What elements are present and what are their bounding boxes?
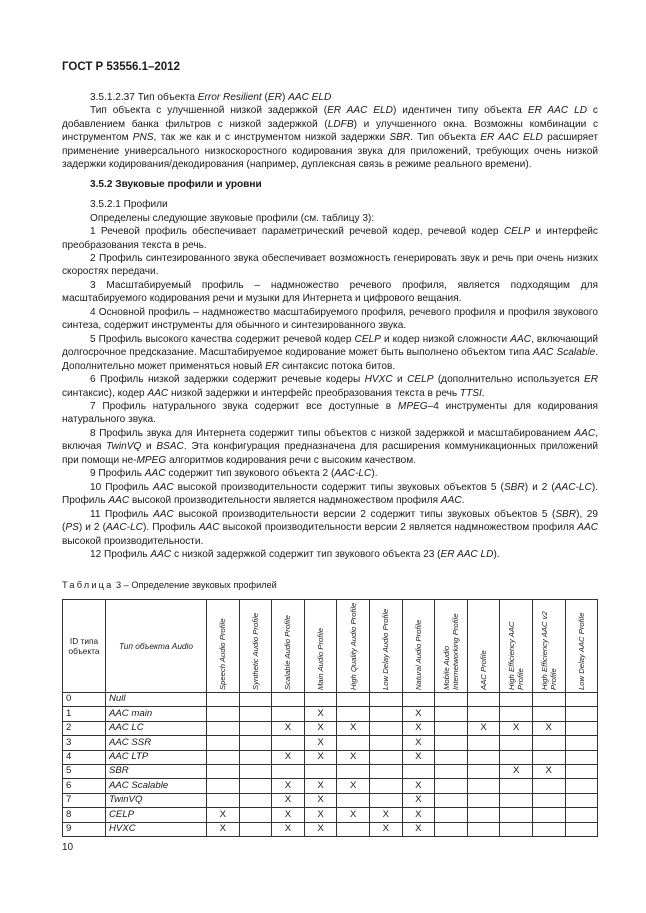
paragraph: 12 Профиль AAC с низкой задержкой содержит тип звукового объекта 23 (ER AAC LD).: [90, 548, 500, 560]
cell-profile-mark: X: [402, 822, 435, 836]
cell-object-id: 7: [63, 793, 106, 807]
cell-profile-mark: [369, 707, 402, 721]
table-row: [63, 764, 598, 778]
cell-profile-mark: [467, 793, 500, 807]
header-profile: [500, 600, 533, 693]
cell-profile-mark: X: [337, 808, 370, 822]
cell-profile-mark: [532, 793, 565, 807]
cell-object-type: AAC LC: [106, 721, 207, 735]
cell-profile-mark: [369, 779, 402, 793]
header-profile-label: Speech Audio Profile: [218, 618, 228, 690]
cell-profile-mark: X: [402, 750, 435, 764]
header-profile-label: Natural Audio Profile: [413, 619, 423, 690]
cell-profile-mark: X: [402, 707, 435, 721]
cell-profile-mark: [272, 707, 305, 721]
cell-profile-mark: [565, 793, 598, 807]
paragraph: 3.5.1.2.37 Тип объекта Error Resilient (ER) AAC ELD: [90, 92, 332, 103]
cell-profile-mark: X: [337, 779, 370, 793]
header-profile-label: Mobile Audio Internetworking Profile: [441, 613, 460, 690]
cell-profile-mark: [207, 693, 240, 707]
cell-profile-mark: [369, 721, 402, 735]
header-profile: [532, 600, 565, 693]
cell-profile-mark: [532, 750, 565, 764]
cell-profile-mark: [239, 808, 272, 822]
paragraph: 6 Профиль низкой задержки содержит речевые кодеры HVXC и CELP (дополнительно используется ER синтаксис), кодер AAC низкой задержки и интерфейс преобразования текста в речь TTSI.: [62, 374, 598, 399]
cell-profile-mark: X: [272, 808, 305, 822]
cell-profile-mark: X: [207, 808, 240, 822]
table-row: [63, 808, 598, 822]
table-row: [63, 707, 598, 721]
header-id: ID типа объекта: [63, 600, 106, 693]
cell-profile-mark: [435, 736, 468, 750]
header-profile: [337, 600, 370, 693]
cell-profile-mark: X: [337, 721, 370, 735]
cell-profile-mark: [369, 693, 402, 707]
cell-profile-mark: [369, 793, 402, 807]
cell-profile-mark: [435, 707, 468, 721]
cell-profile-mark: X: [304, 736, 337, 750]
cell-profile-mark: [467, 779, 500, 793]
cell-profile-mark: [435, 779, 468, 793]
cell-object-type: CELP: [106, 808, 207, 822]
cell-profile-mark: [272, 764, 305, 778]
paragraph: 11 Профиль AAC высокой производительности версии 2 содержит типы звуковых объектов 5 (SBR), 29 (PS) и 2 (AAC-LC). Профиль AAC высокой производительности версии 2 является надмножеством профиля AAC высокой производительности.: [62, 508, 598, 547]
section-heading: 3.5.2 Звуковые профили и уровни: [90, 178, 262, 190]
header-profile-label: Low Delay AAC Profile: [576, 612, 586, 690]
cell-profile-mark: X: [402, 793, 435, 807]
paragraph: 4 Основной профиль – надмножество масштабируемого профиля, речевого профиля и профиля звукового синтеза, содержит инструменты для обычного и синтезированного звука.: [62, 306, 598, 332]
cell-object-id: 2: [63, 721, 106, 735]
document-code: ГОСТ Р 53556.1–2012: [62, 61, 180, 73]
cell-profile-mark: [239, 721, 272, 735]
table-caption-label: Таблица: [62, 580, 114, 590]
header-profile: [304, 600, 337, 693]
cell-object-id: 4: [63, 750, 106, 764]
header-profile: [207, 600, 240, 693]
cell-profile-mark: [239, 736, 272, 750]
header-profile-label: Synthetic Audio Profile: [250, 612, 260, 690]
cell-profile-mark: [532, 822, 565, 836]
cell-profile-mark: X: [304, 707, 337, 721]
cell-profile-mark: X: [304, 779, 337, 793]
cell-profile-mark: [239, 693, 272, 707]
cell-profile-mark: [467, 693, 500, 707]
cell-profile-mark: [272, 693, 305, 707]
cell-profile-mark: [565, 736, 598, 750]
table-row: [63, 750, 598, 764]
cell-profile-mark: [467, 808, 500, 822]
table-row: [63, 822, 598, 836]
cell-profile-mark: X: [402, 779, 435, 793]
cell-profile-mark: [337, 793, 370, 807]
header-profile: [467, 600, 500, 693]
header-profile: [369, 600, 402, 693]
cell-profile-mark: [239, 707, 272, 721]
header-profile: [402, 600, 435, 693]
paragraph: 3 Масштабируемый профиль – надмножество речевого профиля, является подходящим для масштабируемого кодирования речи и музыки для Интернета и цифрового вещания.: [62, 279, 598, 305]
cell-profile-mark: [565, 693, 598, 707]
cell-profile-mark: [500, 736, 533, 750]
cell-profile-mark: [565, 808, 598, 822]
cell-profile-mark: X: [402, 808, 435, 822]
cell-profile-mark: [500, 793, 533, 807]
cell-profile-mark: [532, 693, 565, 707]
table-caption-text: 3 – Определение звуковых профилей: [116, 580, 277, 590]
table-row: [63, 693, 598, 707]
cell-profile-mark: [207, 736, 240, 750]
cell-profile-mark: [337, 736, 370, 750]
cell-profile-mark: [500, 808, 533, 822]
cell-profile-mark: X: [304, 750, 337, 764]
body-text: [62, 91, 598, 561]
cell-profile-mark: [467, 764, 500, 778]
cell-profile-mark: [532, 779, 565, 793]
paragraph: 3.5.2.1 Профили: [90, 199, 168, 211]
cell-profile-mark: X: [532, 721, 565, 735]
cell-profile-mark: [565, 721, 598, 735]
cell-profile-mark: X: [500, 764, 533, 778]
cell-profile-mark: X: [532, 764, 565, 778]
cell-profile-mark: X: [207, 822, 240, 836]
cell-profile-mark: [565, 822, 598, 836]
header-profile-label: High Quality Audio Profile: [348, 602, 358, 690]
profiles-table: [62, 599, 598, 837]
header-profile-label: Main Audio Profile: [316, 627, 326, 690]
cell-profile-mark: X: [272, 822, 305, 836]
table-caption: [62, 580, 277, 590]
cell-profile-mark: X: [304, 793, 337, 807]
cell-profile-mark: [532, 808, 565, 822]
cell-profile-mark: [207, 793, 240, 807]
cell-profile-mark: [435, 808, 468, 822]
paragraph: 1 Речевой профиль обеспечивает параметрический речевой кодер, речевой кодер CELP и интерфейс преобразования текста в речь.: [62, 226, 598, 251]
paragraph: 8 Профиль звука для Интернета содержит типы объектов с низкой задержкой и масштабированием AAC, включая TwinVQ и BSAC. Эта конфигурация предназначена для расширения коммуникационных приложений при помощи не-MPEG алгоритмов кодирования речи с высоким качеством.: [62, 427, 598, 466]
cell-profile-mark: X: [402, 736, 435, 750]
cell-profile-mark: X: [304, 822, 337, 836]
cell-profile-mark: X: [272, 721, 305, 735]
cell-profile-mark: [207, 750, 240, 764]
cell-object-type: AAC Scalable: [106, 779, 207, 793]
cell-profile-mark: [565, 750, 598, 764]
cell-profile-mark: [565, 764, 598, 778]
cell-profile-mark: X: [369, 808, 402, 822]
paragraph: Тип объекта с улучшенной низкой задержкой (ER AAC ELD) идентичен типу объекта ER AAC LD с добавлением банка фильтров с низкой задержкой (LDFB) и улучшенного окна. Возможны комбинации с инструментом PNS, так же как и с инструментом низкой задержки SBR. Тип объекта ER AAC ELD расширяет применение универсального низкоскоростного кодирования звука для приложений, требующих очень низкой задержки кодирования/декодирования (например, дуплексная связь в режиме реального времени).: [62, 105, 598, 171]
cell-object-id: 6: [63, 779, 106, 793]
cell-profile-mark: [435, 721, 468, 735]
cell-profile-mark: [435, 693, 468, 707]
page-number: 10: [62, 842, 74, 853]
cell-profile-mark: [272, 736, 305, 750]
cell-profile-mark: [435, 750, 468, 764]
cell-object-id: 5: [63, 764, 106, 778]
cell-profile-mark: [500, 822, 533, 836]
cell-profile-mark: [500, 693, 533, 707]
cell-profile-mark: [435, 793, 468, 807]
header-profile-label: Scalable Audio Profile: [283, 615, 293, 690]
cell-profile-mark: [239, 764, 272, 778]
header-profile-label: High Efficiency AAC Profile: [507, 621, 526, 690]
cell-profile-mark: [337, 693, 370, 707]
cell-object-id: 1: [63, 707, 106, 721]
cell-object-type: TwinVQ: [106, 793, 207, 807]
cell-profile-mark: X: [337, 750, 370, 764]
cell-profile-mark: [369, 764, 402, 778]
cell-profile-mark: [207, 779, 240, 793]
cell-profile-mark: [467, 750, 500, 764]
paragraph: 9 Профиль AAC содержит тип звукового объекта 2 (AAC-LC).: [90, 468, 378, 480]
cell-object-id: 8: [63, 808, 106, 822]
header-profile: [565, 600, 598, 693]
header-profile: [239, 600, 272, 693]
cell-profile-mark: X: [304, 721, 337, 735]
cell-profile-mark: X: [272, 793, 305, 807]
header-profile-label: AAC Profile: [479, 650, 489, 690]
cell-object-type: AAC main: [106, 707, 207, 721]
cell-profile-mark: X: [272, 750, 305, 764]
paragraph: Определены следующие звуковые профили (см. таблицу 3):: [90, 212, 375, 224]
table-row: [63, 779, 598, 793]
cell-profile-mark: [402, 764, 435, 778]
cell-profile-mark: X: [402, 721, 435, 735]
cell-profile-mark: [532, 707, 565, 721]
cell-profile-mark: [337, 707, 370, 721]
cell-profile-mark: [239, 822, 272, 836]
cell-object-type: HVXC: [106, 822, 207, 836]
cell-profile-mark: [337, 764, 370, 778]
cell-profile-mark: [435, 764, 468, 778]
cell-profile-mark: [337, 822, 370, 836]
cell-profile-mark: [207, 764, 240, 778]
paragraph: 5 Профиль высокого качества содержит речевой кодер CELP и кодер низкой сложности AAC, включающий долгосрочное предсказание. Масштабируемое кодирование может быть выполнено объектом типа AAC Scalable. Дополнительно может применяться новый ER синтаксис потока битов.: [62, 333, 599, 372]
paragraph: 2 Профиль синтезированного звука обеспечивает возможность генерировать звук и речь при очень низких скоростях передачи.: [62, 252, 598, 278]
cell-profile-mark: [532, 736, 565, 750]
cell-profile-mark: [207, 707, 240, 721]
paragraph: 10 Профиль AAC высокой производительности содержит типы звуковых объектов 5 (SBR) и 2 (AAC-LC). Профиль AAC высокой производительности является надмножеством профиля AAC.: [62, 481, 598, 507]
cell-object-type: Null: [106, 693, 207, 707]
table-header-row: [63, 600, 598, 693]
cell-profile-mark: [435, 822, 468, 836]
cell-profile-mark: X: [304, 808, 337, 822]
cell-object-type: AAC LTP: [106, 750, 207, 764]
table-row: [63, 793, 598, 807]
cell-profile-mark: [239, 750, 272, 764]
cell-object-id: 3: [63, 736, 106, 750]
cell-profile-mark: [304, 764, 337, 778]
header-profile: [435, 600, 468, 693]
cell-profile-mark: [239, 793, 272, 807]
cell-profile-mark: X: [369, 822, 402, 836]
cell-object-type: AAC SSR: [106, 736, 207, 750]
table-row: [63, 736, 598, 750]
cell-profile-mark: X: [500, 721, 533, 735]
paragraph: 7 Профиль натурального звука содержит все доступные в MPEG–4 инструменты для кодирования натурального звука.: [62, 400, 598, 426]
cell-profile-mark: [467, 707, 500, 721]
cell-object-id: 9: [63, 822, 106, 836]
cell-profile-mark: [402, 693, 435, 707]
header-profile-label: High Efficiency AAC v2 Profile: [539, 611, 558, 690]
table-row: [63, 721, 598, 735]
cell-profile-mark: [467, 736, 500, 750]
cell-profile-mark: [369, 736, 402, 750]
cell-profile-mark: [467, 822, 500, 836]
cell-object-id: 0: [63, 693, 106, 707]
header-profile: [272, 600, 305, 693]
header-object-type: Тип объекта Audio: [106, 600, 207, 693]
cell-profile-mark: [500, 750, 533, 764]
cell-profile-mark: [369, 750, 402, 764]
cell-profile-mark: [565, 707, 598, 721]
cell-profile-mark: [500, 779, 533, 793]
cell-profile-mark: X: [272, 779, 305, 793]
cell-profile-mark: [565, 779, 598, 793]
cell-object-type: SBR: [106, 764, 207, 778]
header-profile-label: Low Delay Audio Profile: [381, 608, 391, 690]
cell-profile-mark: [304, 693, 337, 707]
cell-profile-mark: [207, 721, 240, 735]
cell-profile-mark: X: [467, 721, 500, 735]
cell-profile-mark: [500, 707, 533, 721]
cell-profile-mark: [239, 779, 272, 793]
